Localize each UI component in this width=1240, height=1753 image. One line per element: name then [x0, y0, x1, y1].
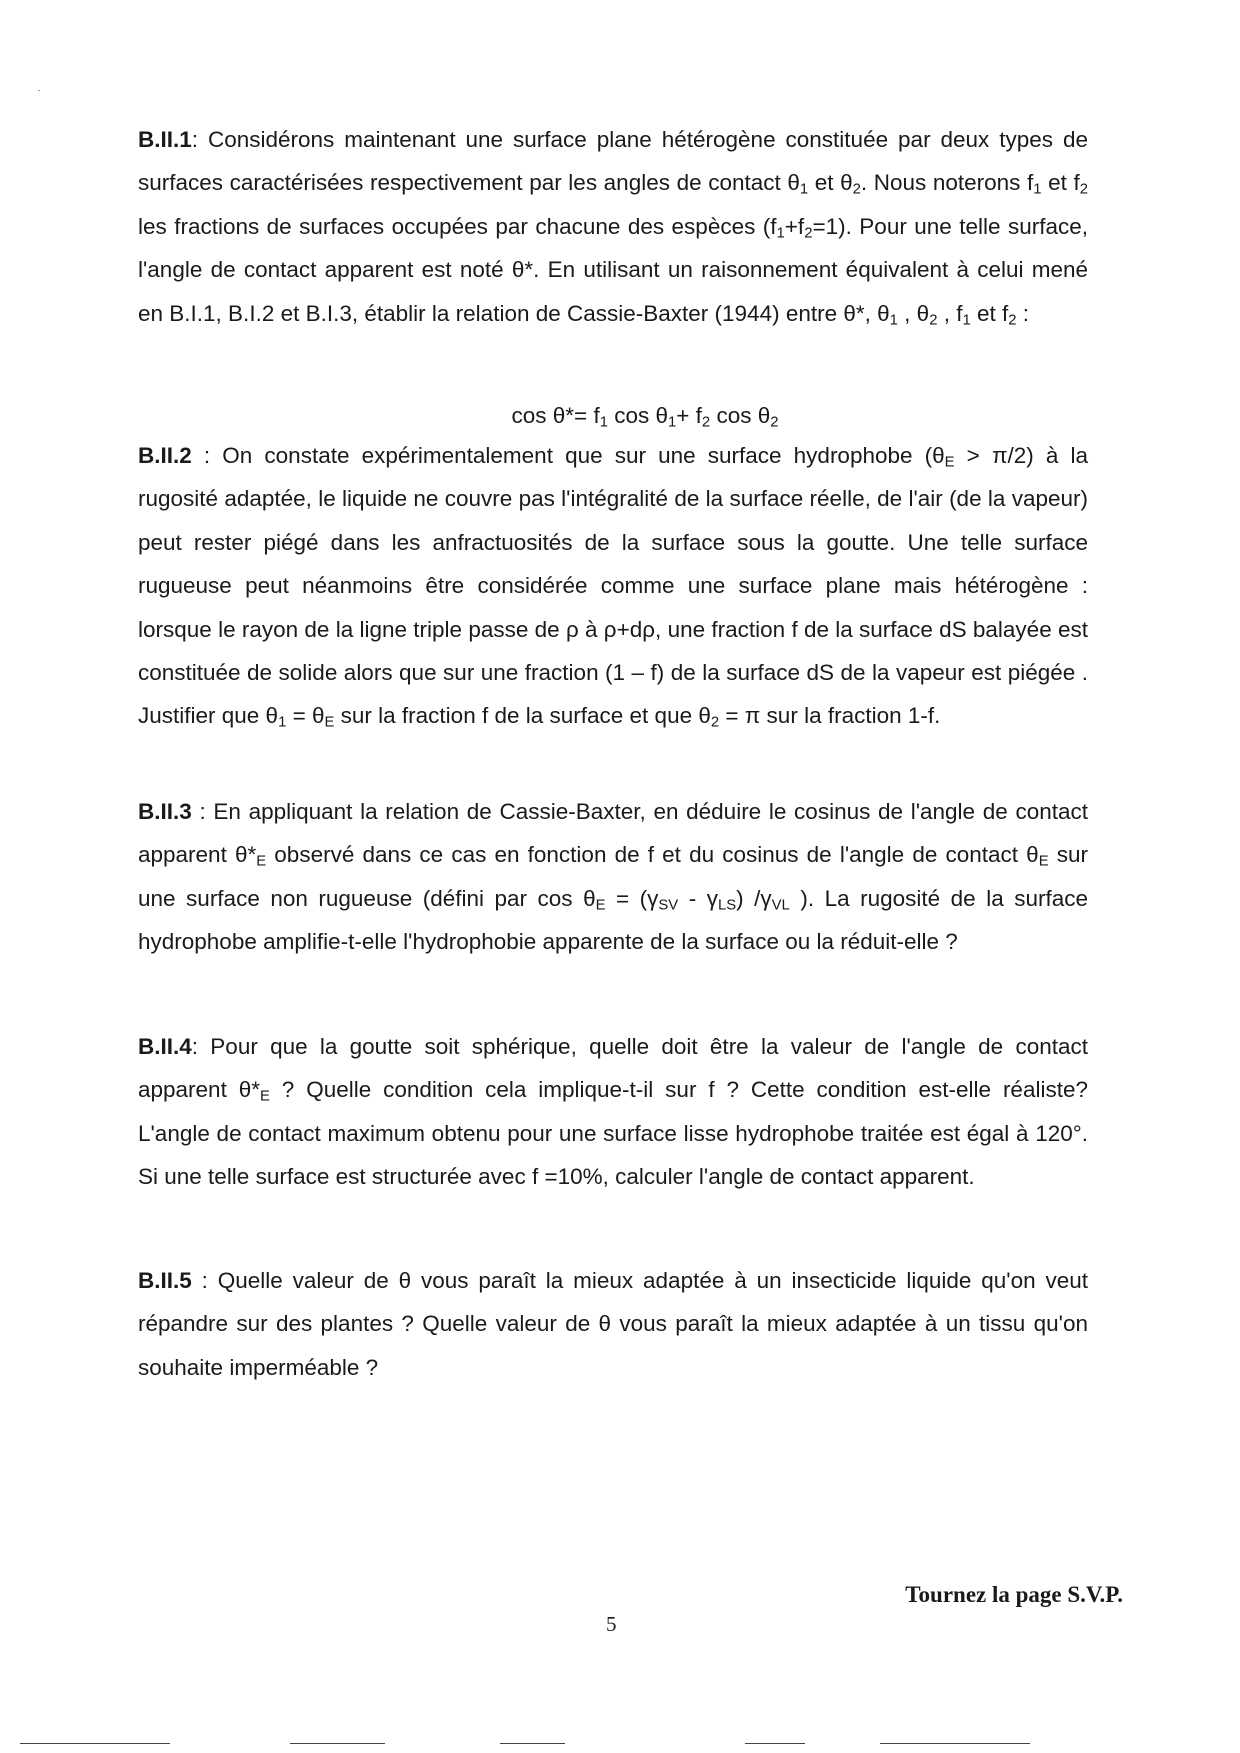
scan-edge-line — [880, 1743, 1030, 1744]
subscript: E — [1038, 854, 1049, 871]
subscript: 1 — [799, 182, 809, 199]
section-b-ii-4 — [138, 1025, 1088, 1199]
subscript: VL — [771, 897, 790, 914]
subscript: E — [256, 854, 267, 871]
cassie-baxter-formula: $\cos \theta*= f_1$ $\cos \theta_1+ f_2$ $\cos \theta_2$ — [511, 403, 779, 431]
subscript: 2 — [701, 414, 711, 431]
section-text: En appliquant la relation de Cassie-Baxter, en déduire le cosinus de l'angle de contact apparent $\theta*_E$ observé dans ce cas en fonction de f et du cosinus de l'angle de contact $\theta_E$ sur une surface non rugueuse (défini par $\cos \theta_E = (\gamma_{SV} - \gamma_{LS})$ $/\gamma_{VL}$ ). La rugosité de la surface hydrophobe amplifie-t-elle l'hydrophobie apparente de la surface ou la réduit-elle ? — [138, 799, 1089, 955]
subscript: E — [944, 454, 955, 471]
label-separator: : — [191, 799, 214, 824]
section-label: B.II.5 — [138, 1268, 192, 1293]
section-b-ii-2 — [138, 434, 1088, 738]
subscript: 2 — [1008, 312, 1017, 329]
scan-edge-line — [500, 1743, 565, 1744]
section-label: B.II.4 — [138, 1034, 192, 1059]
section-label: B.II.1 — [138, 127, 192, 152]
subscript: 1 — [962, 312, 971, 329]
page-number: 5 — [606, 1612, 617, 1636]
subscript: 2 — [804, 225, 813, 242]
section-text: On constate expérimentalement que sur une surface hydrophobe $(\theta_E > \pi/2)$ à la rugosité adaptée, le liquide ne couvre pas l'intégralité de la surface réelle, de l'air (de la vapeur) peut rester piégé dans les anfractuosités de la surface sous la goutte. Une telle surface rugueuse peut néanmoins être considérée comme une surface plane mais hétérogène : lorsque le rayon de la ligne triple passe de ρ à ρ+dρ, une fraction f de la surface dS balayée est constituée de solide alors que sur une fraction (1 – f) de la surface dS de la vapeur est piégée . Justifier que $\theta_1 = \theta_E$ sur la fraction f de la surface et que $\theta_2 = \pi$ sur la fraction 1-f. — [138, 443, 1088, 732]
subscript: 1 — [599, 414, 608, 431]
subscript: 1 — [1033, 182, 1042, 199]
scan-speck — [38, 90, 40, 91]
section-text: Considérons maintenant une surface plane hétérogène constituée par deux types de surfaces caractérisées respectivement par les angles de contact $\theta_1$ et $\theta_2$. Nous noterons $f_1$ et $f_2$ les fractions de surfaces occupées par chacune des espèces $(f_1+f_2=1)$. Pour une telle surface, l'angle de contact apparent est noté θ*. En utilisant un raisonnement équivalent à celui mené en B.I.1, B.I.2 et B.I.3, établir la relation de Cassie-Baxter (1944) entre θ*, $\theta_1$ , $\theta_2$ , $f_1$ et $f_2$ : — [138, 127, 1089, 329]
subscript: E — [260, 1089, 270, 1106]
subscript: 2 — [770, 414, 779, 431]
subscript: 2 — [710, 715, 720, 732]
section-b-ii-5 — [138, 1259, 1088, 1389]
scan-edge-line — [290, 1743, 385, 1744]
label-separator: : — [191, 1034, 211, 1059]
scan-edge-line — [745, 1743, 805, 1744]
scan-edge-line — [20, 1743, 170, 1744]
subscript: 2 — [929, 312, 938, 329]
subscript: SV — [658, 897, 679, 914]
subscript: 2 — [1079, 182, 1089, 199]
turn-page-note: Tournez la page S.V.P. — [905, 1582, 1123, 1607]
subscript: 1 — [889, 312, 898, 329]
label-separator: : — [191, 443, 223, 468]
subscript: 2 — [852, 182, 861, 199]
subscript: LS — [717, 897, 737, 914]
subscript: E — [595, 897, 606, 914]
subscript: 1 — [668, 414, 677, 431]
section-b-ii-1 — [138, 118, 1088, 335]
section-text: Pour que la goutte soit sphérique, quelle doit être la valeur de l'angle de contact apparent $\theta*_E$ ? Quelle condition cela implique-t-il sur f ? Cette condition est-elle réaliste? L'angle de contact maximum obtenu pour une surface lisse hydrophobe traitée est égal à 120°. Si une telle surface est structurée avec f =10%, calculer l'angle de contact apparent. — [138, 1034, 1088, 1190]
section-text: Quelle valeur de θ vous paraît la mieux adaptée à un insecticide liquide qu'on veut répandre sur des plantes ? Quelle valeur de θ vous paraît la mieux adaptée à un tissu qu'on souhaite imperméable ? — [138, 1268, 1088, 1380]
subscript: E — [324, 715, 335, 732]
subscript: 1 — [278, 715, 287, 732]
label-separator: : — [191, 1268, 218, 1293]
section-label: B.II.3 — [138, 799, 192, 824]
label-separator: : — [191, 127, 208, 152]
section-b-ii-3 — [138, 790, 1088, 964]
subscript: 1 — [776, 225, 785, 242]
section-label: B.II.2 — [138, 443, 192, 468]
